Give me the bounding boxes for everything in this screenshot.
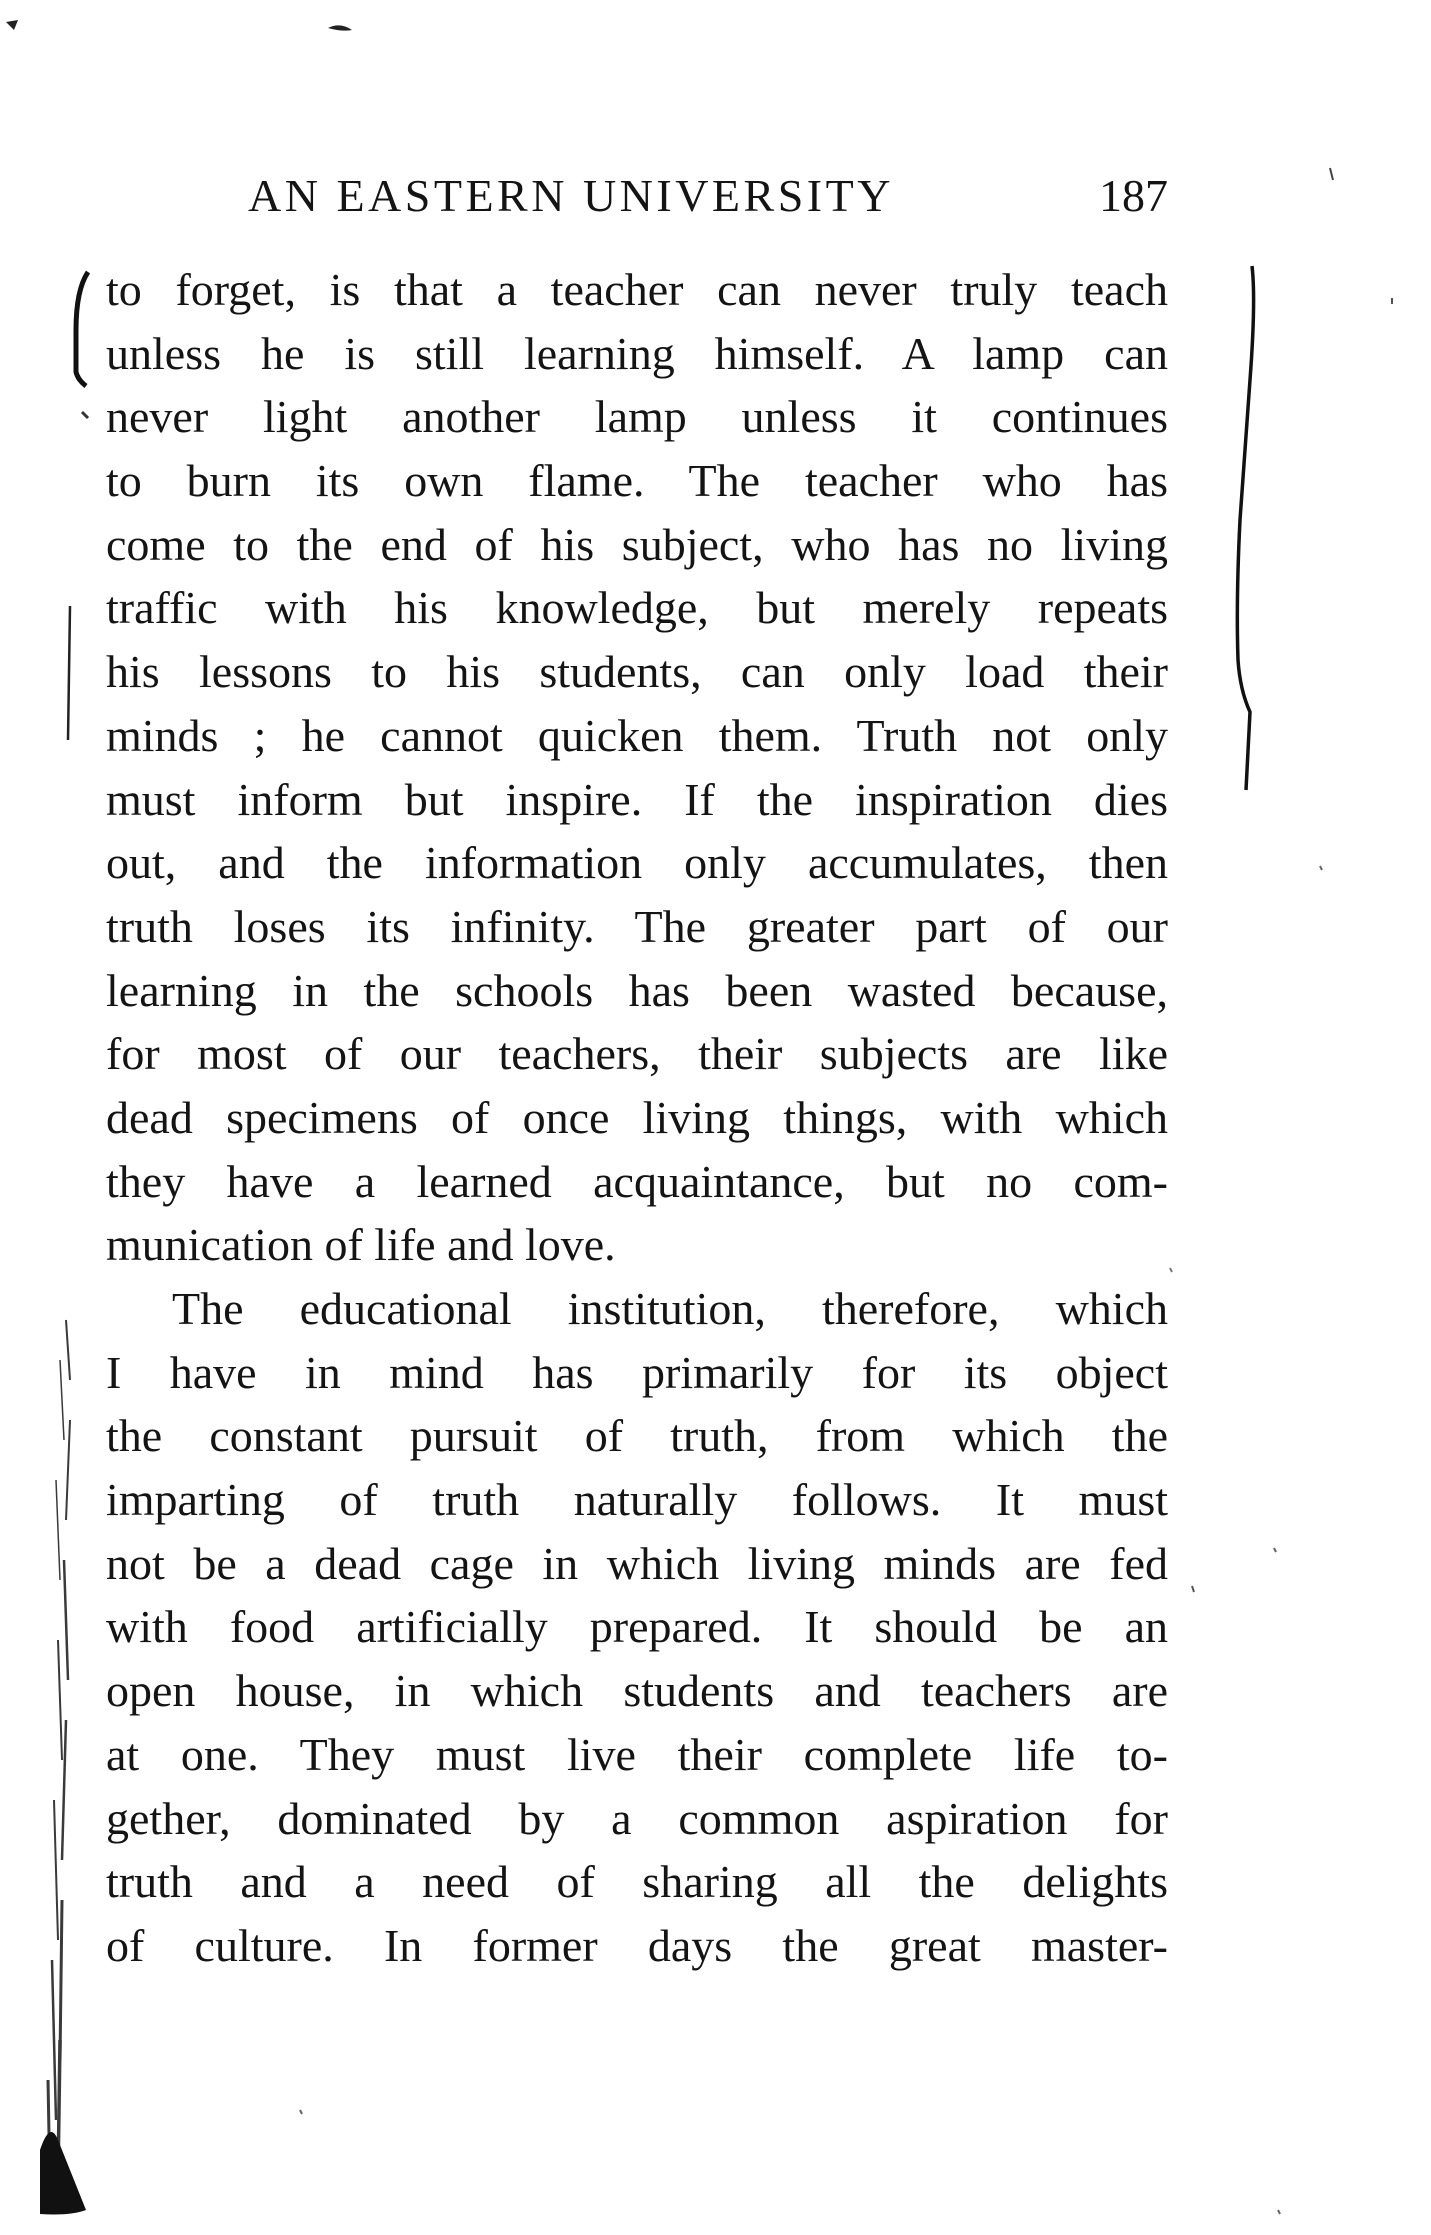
page-number: 187: [1099, 170, 1168, 221]
text-line: at one. They must live their complete life to-: [106, 1728, 1168, 1780]
scan-speck: [1278, 2210, 1280, 2214]
text-line: to burn its own flame. The teacher who has: [106, 455, 1168, 507]
scan-speck: [300, 2110, 302, 2114]
text-line: come to the end of his subject, who has no living: [106, 518, 1168, 570]
text-line: must inform but inspire. If the inspiration dies: [106, 773, 1168, 825]
text-line: not be a dead cage in which living minds are fed: [106, 1537, 1168, 1589]
text-line: to forget, is that a teacher can never truly teach: [106, 264, 1168, 315]
text-line: munication of life and love.: [106, 1219, 616, 1271]
margin-bracket-mark: [76, 272, 88, 386]
margin-line-mark: [68, 606, 70, 740]
running-title: AN EASTERN UNIVERSITY: [248, 170, 894, 221]
text-line: open house, in which students and teachers are: [106, 1665, 1168, 1717]
running-head: [248, 166, 1168, 226]
text-line: minds ; he cannot quicken them. Truth not only: [106, 709, 1168, 761]
body-text: [106, 258, 1168, 1978]
text-line: learning in the schools has been wasted because,: [106, 964, 1168, 1016]
scan-speck: [328, 25, 352, 30]
text-line: they have a learned acquaintance, but no com-: [106, 1155, 1168, 1207]
text-line: truth and a need of sharing all the delights: [106, 1856, 1168, 1908]
margin-bracket-mark: [1237, 266, 1253, 790]
text-line: never light another lamp unless it continues: [106, 391, 1168, 443]
binding-edge-shadow: [48, 1320, 70, 2190]
text-line: the constant pursuit of truth, from which the: [106, 1410, 1168, 1462]
text-line: for most of our teachers, their subjects are like: [106, 1028, 1168, 1080]
paragraph: [106, 1277, 1168, 1978]
paragraph: [106, 258, 1168, 1277]
text-line: unless he is still learning himself. A lamp can: [106, 327, 1168, 379]
binding-edge-shadow: [40, 2132, 86, 2215]
text-line: traffic with his knowledge, but merely repeats: [106, 582, 1168, 634]
text-line: dead specimens of once living things, with which: [106, 1091, 1168, 1143]
text-line: I have in mind has primarily for its object: [106, 1346, 1168, 1398]
text-line: with food artificially prepared. It should be an: [106, 1601, 1168, 1653]
scan-speck: [6, 20, 18, 30]
scan-speck: [1274, 1548, 1276, 1552]
text-line: of culture. In former days the great master-: [106, 1919, 1168, 1971]
scan-speck: [1192, 1586, 1194, 1592]
text-line: out, and the information only accumulates, then: [106, 837, 1168, 889]
scan-speck: [1170, 1268, 1172, 1272]
text-line: gether, dominated by a common aspiration for: [106, 1792, 1168, 1844]
text-line: truth loses its infinity. The greater part of our: [106, 900, 1168, 952]
scan-speck: [82, 412, 88, 418]
text-line: imparting of truth naturally follows. It must: [106, 1474, 1168, 1526]
scan-speck: [1320, 866, 1322, 870]
text-line: The educational institution, therefore, which: [172, 1283, 1168, 1334]
text-line: his lessons to his students, can only load their: [106, 646, 1168, 698]
scan-speck: [1330, 168, 1333, 180]
